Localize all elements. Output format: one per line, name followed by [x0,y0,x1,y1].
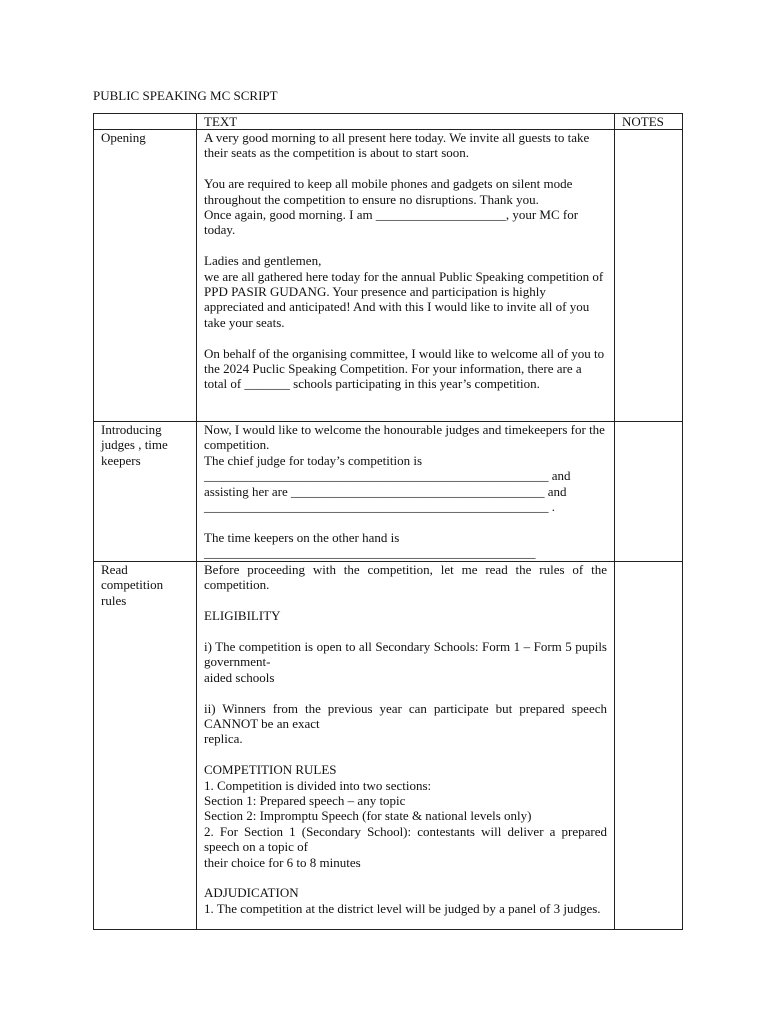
opening-paragraph: Ladies and gentlemen, [204,253,322,269]
table-row-rules [94,562,683,930]
rules-paragraph: Before proceeding with the competition, let me read the rules of the competition. [204,562,607,593]
competition-rules-heading: COMPETITION RULES [204,762,337,778]
section-label: Opening [101,130,146,145]
rules-paragraph: ii) Winners from the previous year can participate but prepared speech CANNOT be an exact [204,700,607,732]
judges-paragraph: The time keepers on the other hand is ___________________________________________________ [204,529,536,561]
judges-text-cell [197,422,615,562]
rules-paragraph: 1. The competition at the district level will be judged by a panel of 3 judges. [204,900,601,916]
rules-paragraph: Section 2: Impromptu Speech (for state & national levels only) [204,808,532,824]
judges-paragraph: Now, I would like to welcome the honourable judges and timekeepers for the competition. [204,422,605,453]
opening-paragraph: On behalf of the organising committee, I would like to welcome all of you to the 2024 Puclic Speaking Competition. For your information, there are a total of _______ schools participating in this year’s competition. [204,345,605,392]
document-title: PUBLIC SPEAKING MC SCRIPT [93,88,278,103]
rules-paragraph: their choice for 6 to 8 minutes [204,854,361,870]
notes-cell [615,562,683,930]
mc-script-table [93,113,683,930]
table-header-row [94,114,683,130]
rules-paragraph: aided schools [204,669,275,685]
opening-paragraph: Once again, good morning. I am ____________________, your MC for today. [204,207,579,238]
rules-text-cell [197,562,615,930]
judges-paragraph: The chief judge for today’s competition is _____________________________________________________ and assisting her are _______________________________________ and _____________________________________________________ . [204,452,571,515]
header-section [94,114,197,130]
table-row-judges [94,422,683,562]
notes-cell [615,130,683,422]
section-label-opening [94,130,197,422]
section-label: Read competition rules [101,562,164,608]
rules-paragraph: Section 1: Prepared speech – any topic [204,793,406,809]
table-row-opening [94,130,683,422]
rules-paragraph: 1. Competition is divided into two sections: [204,777,432,793]
opening-paragraph: You are required to keep all mobile phones and gadgets on silent mode throughout the competition to ensure no disruptions. Thank you. [204,176,573,207]
section-label: Introducing judges , time keepers [101,422,168,468]
notes-cell [615,422,683,562]
section-label-judges [94,422,197,562]
rules-paragraph: 2. For Section 1 (Secondary School): contestants will deliver a prepared speech on a topic of [204,823,607,855]
header-text: TEXT [197,114,615,130]
opening-text-cell [197,130,615,422]
opening-paragraph: A very good morning to all present here today. We invite all guests to take their seats as the competition is about to start soon. [204,130,590,161]
opening-paragraph: we are all gathered here today for the annual Public Speaking competition of PPD PASIR GUDANG. Your presence and participation is highly appreciated and anticipated! And with this I would like to invite all of you take your seats. [204,268,604,330]
section-label-rules [94,562,197,930]
adjudication-heading: ADJUDICATION [204,885,299,901]
eligibility-heading: ELIGIBILITY [204,608,281,624]
header-notes: NOTES [615,114,683,130]
rules-paragraph: replica. [204,731,243,747]
rules-paragraph: i) The competition is open to all Secondary Schools: Form 1 – Form 5 pupils government- [204,639,607,670]
